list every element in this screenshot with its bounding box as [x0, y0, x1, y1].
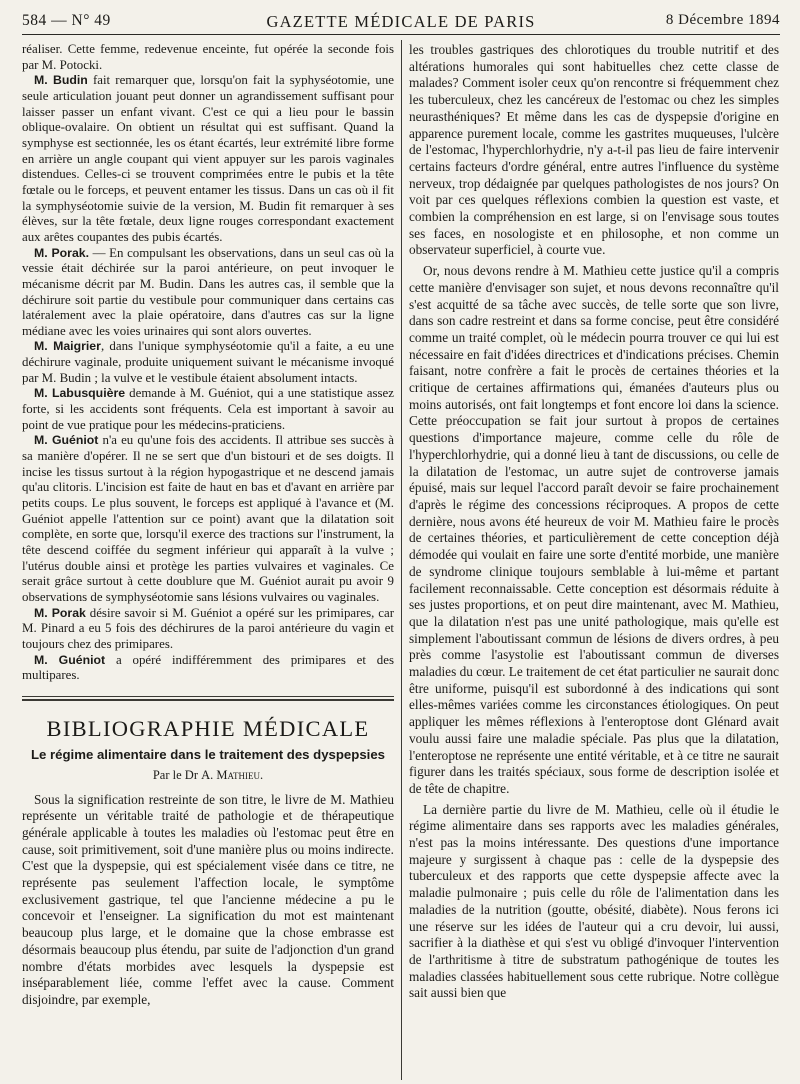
page-header	[22, 8, 780, 35]
paragraph: les troubles gastriques des chlorotiques du trouble nutritif et des altérations humorales qui sont habituelles chez cette classe de malades? Comment isoler ceux qu'on rencontre si fréquemment chez les tuberculeux, chez les cancéreux de l'estomac ou chez les simples neurasthéniques? Et même dans les cas de dyspepsie d'origine en apparence purement locale, comme les gastrites muqueuses, l'ulcère de l'estomac, l'hyperchlorhydrie, n'y a-t-il pas lieu de faire intervenir certains facteurs d'ordre général, entre autres l'influence du système nerveux, trop dédaignée par quelques pathologistes de nos jours? On voit par ces quelques réflexions combien la question est vaste, et combien la compréhension en est large, si on l'envisage sous toutes ses faces, en nosologiste et en philosophe, et non comme un observateur superficiel, à courte vue.	[409, 42, 779, 258]
section-title: BIBLIOGRAPHIE MÉDICALE	[46, 715, 370, 741]
paragraph: Sous la signification restreinte de son titre, le livre de M. Mathieu représente un véritable traité de pathologie et de thérapeutique générale applicable à toutes les maladies où l'estomac peut être en cause, soit primitivement, soit d'une manière plus ou moins indirecte. C'est que la dyspepsie, qui est spécialement visée dans ce titre, ne représente pas seulement l'affection locale, le symptôme exclusivement gastrique, tel que l'ancienne médecine a pu le concevoir et l'enseigner. La signification du mot est maintenant beaucoup plus large, et le domaine que la chose embrasse est désormais beaucoup plus étendu, par suite de l'adjonction d'un grand nombre d'états morbides avec lesquels la dyspepsie est inséparablement liée, comme l'effet avec la cause. Comment disjoindre, par exemple,	[22, 791, 394, 1007]
paragraph-text: a opéré indifféremment des primipares et des multipares.	[22, 652, 394, 683]
speaker-name: M. Guéniot	[34, 433, 99, 448]
paragraph-text: désire savoir si M. Guéniot a opéré sur les primipares, car M. Pinard a eu 5 fois des déchirures de la paroi antérieure du vagin et toujours chez des primipares.	[22, 605, 394, 651]
speaker-name: M. Guéniot	[34, 652, 106, 667]
paragraph	[22, 606, 394, 653]
paragraph: réaliser. Cette femme, redevenue enceinte, fut opérée la seconde fois par M. Potocki.	[22, 42, 394, 72]
paragraph	[22, 653, 394, 684]
journal-title: GAZETTE MÉDICALE DE PARIS	[266, 12, 536, 31]
paragraph-text: n'a eu qu'une fois des accidents. Il attribue ses succès à sa manière d'opérer. Il ne se sert que d'un bistouri et de ses doigts. Il incise les tissus surtout à la région hypogastrique et ne descend jamais qu'au clitoris. L'incision est faite de haut en bas et d'avant en arrière par petits coups. Le plus souvent, le forceps est appliqué à l'avance et (M. Guéniot appelle l'attention sur ce point) avant que la dilatation soit complète, en sorte que, lorsqu'il exerce des tractions sur l'instrument, la tête descend coiffée du segment inférieur qui apparaît à la vulve ; l'utérus double ainsi et protège les parties vulvaires et vaginales. Ce serait grâce surtout à cette doublure que M. Guéniot aurait pu avoir 9 observations de symphyséotomie sans lésions vulvaires ou vaginales.	[22, 433, 394, 604]
right-column	[409, 42, 779, 1002]
paragraph	[22, 246, 394, 340]
speaker-name: M. Labusquière	[34, 386, 126, 401]
paragraph	[22, 386, 394, 433]
paragraph	[22, 73, 394, 245]
paragraph: Or, nous devons rendre à M. Mathieu cette justice qu'il a compris cette manière d'envisager son sujet, et nous devons reconnaître qu'il s'est acquitté de sa tâche avec succès, de telle sorte que son livre, dans son cadre restreint et dans sa forme concise, peut être considéré comme un traité complet, où le médecin pourra trouver ce qui lui est nécessaire en fait d'idées directrices et d'indications précises. Chemin faisant, notre confrère a fait le procès de certaines théories et la critique de certaines affirmations qui, émanées d'auteurs plus ou moins autorisés, ont fait longtemps et font encore loi dans la science. Cette préoccupation se fait jour surtout à propos de certaines questions d'importance majeure, comme celle du rôle de l'hyperchlorhydrie, qui a donné lieu à tant de discussions, ou celle de la dilatation de l'estomac, un autre sujet de controverse jamais épuisé, mais sur lequel l'accord paraît devoir se faire prochainement d'après le régime des concessions réciproques. A propos de cette dernière, nous avons été heureux de voir M. Mathieu faire le procès de certaines théories, et particulièrement de cette conception déjà démodée qui voulait en faire une sorte d'entité morbide, une manière de syndrome clinique toujours semblable à lui-même et partant facilement reconnaissable. Cette conception est désormais réduite à ses justes proportions, et on peut dire maintenant, avec M. Mathieu, que la dilatation n'est pas une unité pathologique, mais qu'elle est simplement l'aboutissant commun de lésions de divers ordres, à peu près comme l'asystolie est l'aboutissant commun de diverses maladies du cœur. Le traitement de cet état particulier ne saurait donc être uniforme, puisqu'il est subordonné à des indications qui sont elles-mêmes variées comme les circonstances étiologiques. On peut appliquer les mêmes réflexions à l'enteroptose dont Glénard avait voulu aussi faire une maladie spéciale. Pas plus que la dilatation, l'enteroptose ne représente une entité véritable, et à ce titre ne saurait figurer dans les traités spéciaux, sous forme de description isolée et de tête de chapitre.	[409, 263, 779, 796]
paragraph: La dernière partie du livre de M. Mathieu, celle où il étudie le régime alimentaire dans ses rapports avec les maladies générales, n'est pas la moins intéressante. Des questions d'une importance majeure y surgissent à chaque pas : celle de la dyspepsie des tuberculeux et des rapports que cette dyspepsie affecte avec la maladie pulmonaire ; puis celle du rôle de l'alimentation dans les maladies de la nutrition (goutte, obésité, diabète). Nous ferons ici une réserve sur les idées de l'auteur qui a cru devoir, lui aussi, sacrifier à la diathèse et qui s'est vu obligé d'invoquer l'intervention de l'arthritisme à titre de substratum pathogénique de toutes les maladies classées habituellement sous cette rubrique. Notre collègue sait aussi bien que	[409, 801, 779, 1001]
speaker-name: M. Porak	[34, 605, 86, 620]
left-column	[22, 42, 394, 1009]
paragraph-text: , dans l'unique symphyséotomie qu'il a faite, a eu une déchirure vaginale, produite uniquement suivant le mécanisme invoqué par M. Budin ; la vulve et le vestibule étaient absolument intacts.	[22, 339, 394, 385]
paragraph-text: fait remarquer que, lorsqu'on fait la syphyséotomie, une seule articulation jouant peut donner un agrandissement suffisant pour laisser passer un enfant vivant. C'est ce qui a lieu pour le bassin oblique-ovalaire. On obtient un résultat qui est suffisant. Quand la symphyse est sectionnée, les os étant écartés, leur extrémité libre forme en arrière un angle coupant qui vient appuyer sur les parois vaginales distendues. Celles-ci se trouvent comprimées entre le pubis et la tête fœtale ou le forceps, et peuvent entamer les tissus. Dans un cas où il fit la symphyséotomie suivie de la version, M. Budin fit remarquer à ses élèves, sur la tête fœtale, deux ligne rouges correspondant exactement aux arêtes coupantes des pubis écartés.	[22, 73, 394, 244]
article-title: Le régime alimentaire dans le traitement des dyspepsies	[30, 746, 385, 762]
column-divider	[401, 40, 402, 1080]
page-number: 584 — N° 49	[22, 12, 111, 29]
byline-prefix: Par le Dr	[152, 767, 202, 782]
section-rule	[22, 688, 394, 706]
speaker-name: M. Porak.	[34, 245, 90, 260]
byline-author: A. Mathieu.	[201, 767, 264, 782]
paragraph	[22, 433, 394, 605]
paragraph-text: demande à M. Guéniot, qui a une statistique assez forte, si les accidents sont fréquents. Cela est important à savoir au point de vue pratique pour les médecins-praticiens.	[22, 386, 394, 432]
paragraph-text: — En compulsant les observations, dans un seul cas où la vessie était déchirée sur la paroi antérieure, on peut invoquer le mécanisme décrit par M. Budin. Dans les autres cas, il semble que la déchirure soit partie du vestibule pour communiquer dans certains cas latéralement avec la plaie opératoire, dans d'autres cas sur la ligne médiane avec les voies urinaires qui sont alors ouvertes.	[22, 245, 395, 338]
speaker-name: M. Maigrier	[34, 339, 101, 354]
issue-date: 8 Décembre 1894	[665, 12, 780, 28]
speaker-name: M. Budin	[34, 73, 88, 88]
paragraph	[22, 339, 394, 386]
byline	[22, 768, 394, 784]
